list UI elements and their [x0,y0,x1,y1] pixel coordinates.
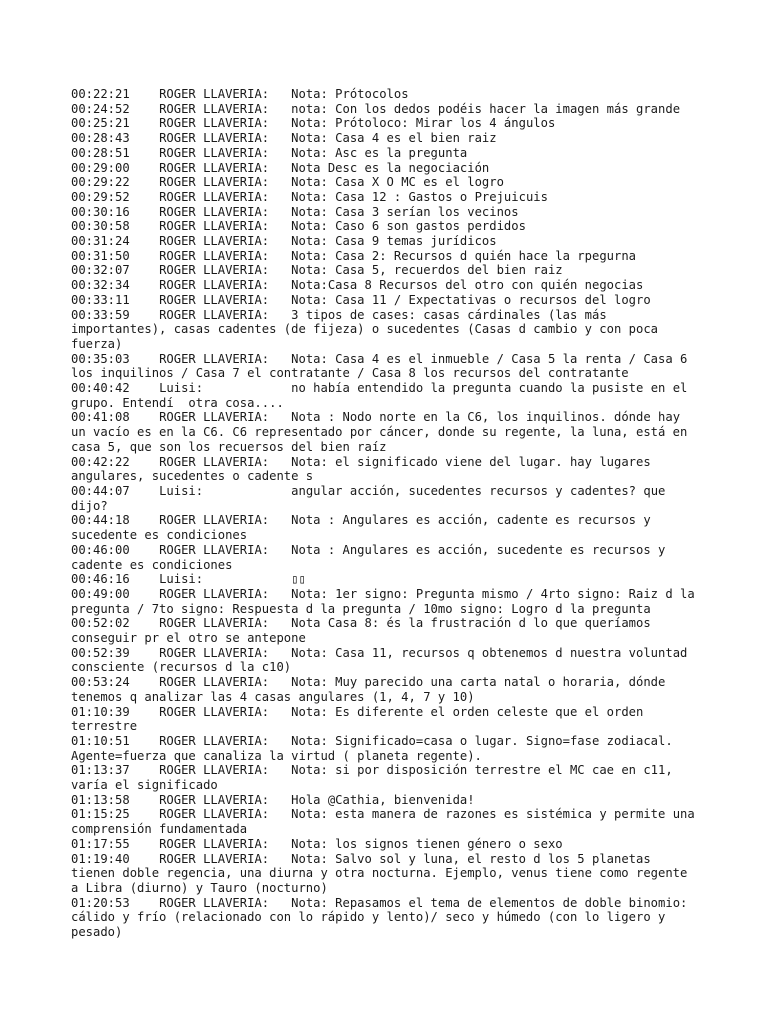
entry-timestamp: 00:31:24 [71,234,130,249]
entry-timestamp: 00:31:50 [71,248,130,263]
entry-speaker: ROGER LLAVERIA: [159,131,270,146]
transcript-entry [71,587,701,616]
transcript-entry [71,219,701,234]
transcript-entry [71,352,701,381]
entry-speaker: ROGER LLAVERIA: [159,307,270,322]
transcript-entry [71,572,701,587]
entry-timestamp: 00:42:22 [71,454,130,469]
entry-message: Nota: Asc es la pregunta [291,145,468,160]
transcript-entry [71,675,701,704]
entry-speaker: ROGER LLAVERIA: [159,895,270,910]
transcript-entry [71,616,701,645]
entry-timestamp: 00:29:52 [71,189,130,204]
entry-timestamp: 01:10:51 [71,733,130,748]
entry-message: Nota: los signos tienen género o sexo [291,836,563,851]
transcript-entry [71,381,701,410]
entry-message: Nota: Casa 3 serían los vecinos [291,204,519,219]
entry-timestamp: 00:32:34 [71,278,130,293]
entry-speaker: ROGER LLAVERIA: [159,263,270,278]
entry-speaker: ROGER LLAVERIA: [159,278,270,293]
entry-speaker: Luisi: [159,483,204,498]
transcript-entry [71,807,701,836]
entry-message: Nota: si por disposición terrestre el MC cae en c11, varía el significado [71,763,681,793]
entry-message: Nota : Nodo norte en la C6, los inquilinos. dónde hay un vacío es en la C6. C6 representado por cáncer, donde su regente, la luna, está en casa 5, que son los recuersos del bien raíz [71,410,695,454]
transcript-entry [71,146,701,161]
transcript-entry [71,837,701,852]
entry-speaker: ROGER LLAVERIA: [159,851,270,866]
entry-speaker: ROGER LLAVERIA: [159,292,270,307]
entry-speaker: Luisi: [159,572,204,587]
transcript-entry [71,646,701,675]
entry-speaker: ROGER LLAVERIA: [159,351,270,366]
entry-timestamp: 00:52:39 [71,645,130,660]
entry-timestamp: 00:35:03 [71,351,130,366]
entry-speaker: ROGER LLAVERIA: [159,234,270,249]
transcript-entry [71,102,701,117]
entry-message: Nota: Salvo sol y luna, el resto d los 5 planetas tienen doble regencia, una diurna y otra nocturna. Ejemplo, venus tiene como regente a Libra (diurno) y Tauro (nocturno) [71,851,695,895]
entry-speaker: ROGER LLAVERIA: [159,763,270,778]
entry-message: Nota:Casa 8 Recursos del otro con quién negocias [291,278,644,293]
entry-timestamp: 00:53:24 [71,675,130,690]
entry-message: Nota: Casa 2: Recursos d quién hace la rpegurna [291,248,637,263]
entry-speaker: ROGER LLAVERIA: [159,410,270,425]
entry-message: Nota: Significado=casa o lugar. Signo=fase zodiacal. Agente=fuerza que canaliza la virtud ( planeta regente). [71,733,681,763]
entry-speaker: ROGER LLAVERIA: [159,836,270,851]
entry-speaker: ROGER LLAVERIA: [159,248,270,263]
transcript-entry [71,131,701,146]
entry-message: Nota: 1er signo: Pregunta mismo / 4rto signo: Raiz d la pregunta / 7to signo: Respuesta d la pregunta / 10mo signo: Logro d la pregunta [71,586,703,616]
entry-timestamp: 00:28:51 [71,145,130,160]
entry-message: Nota: Caso 6 son gastos perdidos [291,219,526,234]
entry-timestamp: 00:44:18 [71,513,130,528]
transcript-entry [71,852,701,896]
entry-message: Nota: Casa X O MC es el logro [291,175,504,190]
entry-speaker: ROGER LLAVERIA: [159,101,270,116]
entry-timestamp: 01:13:37 [71,763,130,778]
entry-message: Nota : Angulares es acción, sucedente es recursos y cadente es condiciones [71,542,673,572]
entry-timestamp: 00:32:07 [71,263,130,278]
transcript-entry [71,278,701,293]
entry-message: Nota Casa 8: és la frustración d lo que queríamos conseguir pr el otro se antepone [71,616,659,646]
entry-message: 3 tipos de cases: casas cárdinales (las más importantes), casas cadentes (de fijeza) o sucedentes (Casas d cambio y con poca fuerza) [71,307,666,351]
entry-message: Nota: Casa 4 es el bien raiz [291,131,497,146]
transcript-entry [71,87,701,102]
transcript-entry [71,896,701,940]
entry-message: Nota: Casa 12 : Gastos o Prejuicuis [291,189,548,204]
transcript-entry [71,293,701,308]
entry-message: Nota: Muy parecido una carta natal o horaria, dónde tenemos q analizar las 4 casas angulares (1, 4, 7 y 10) [71,675,673,704]
entry-message: angular acción, sucedentes recursos y cadentes? que dijo? [71,483,673,513]
entry-speaker: ROGER LLAVERIA: [159,160,270,175]
entry-message: Nota: Casa 9 temas jurídicos [291,234,497,249]
entry-speaker: ROGER LLAVERIA: [159,175,270,190]
transcript-entry [71,793,701,808]
entry-speaker: ROGER LLAVERIA: [159,675,270,690]
entry-timestamp: 01:15:25 [71,807,130,822]
entry-speaker: ROGER LLAVERIA: [159,219,270,234]
entry-speaker: ROGER LLAVERIA: [159,616,270,631]
entry-timestamp: 00:24:52 [71,101,130,116]
transcript-entry [71,705,701,734]
entry-speaker: ROGER LLAVERIA: [159,116,270,131]
transcript-entry [71,190,701,205]
entry-speaker: ROGER LLAVERIA: [159,87,270,101]
entry-message: Nota: Repasamos el tema de elementos de doble binomio: cálido y frío (relacionado con lo rápido y lento)/ seco y húmedo (con lo ligero y pesado) [71,895,695,940]
entry-speaker: ROGER LLAVERIA: [159,454,270,469]
entry-message: no había entendido la pregunta cuando la pusiste en el grupo. Entendí otra cosa.... [71,381,695,410]
transcript-entry [71,543,701,572]
entry-speaker: ROGER LLAVERIA: [159,145,270,160]
entry-message: Nota: Es diferente el orden celeste que el orden terrestre [71,704,651,734]
transcript-entry [71,205,701,220]
transcript-entry [71,410,701,454]
entry-message: Hola @Cathia, bienvenida! [291,792,475,807]
transcript-entry [71,116,701,131]
entry-speaker: ROGER LLAVERIA: [159,586,270,601]
chat-transcript [71,87,701,940]
entry-timestamp: 00:46:16 [71,572,130,587]
entry-message: ▯▯ [291,572,306,587]
entry-message: Nota: Casa 4 es el inmueble / Casa 5 la renta / Casa 6 los inquilinos / Casa 7 el contratante / Casa 8 los recursos del contratante [71,351,695,381]
entry-timestamp: 01:20:53 [71,895,130,910]
entry-timestamp: 00:29:22 [71,175,130,190]
entry-timestamp: 01:19:40 [71,851,130,866]
transcript-entry [71,763,701,792]
entry-speaker: ROGER LLAVERIA: [159,204,270,219]
transcript-entry [71,455,701,484]
transcript-entry [71,161,701,176]
entry-timestamp: 00:33:11 [71,292,130,307]
entry-timestamp: 00:25:21 [71,116,130,131]
entry-speaker: ROGER LLAVERIA: [159,189,270,204]
entry-message: nota: Con los dedos podéis hacer la imagen más grande [291,101,681,116]
transcript-entry [71,308,701,352]
entry-speaker: ROGER LLAVERIA: [159,792,270,807]
entry-timestamp: 00:30:58 [71,219,130,234]
entry-message: Nota : Angulares es acción, cadente es recursos y sucedente es condiciones [71,513,659,543]
entry-message: Nota: esta manera de razones es sistémica y permite una comprensión fundamentada [71,807,703,837]
entry-timestamp: 00:44:07 [71,483,130,498]
transcript-entry [71,513,701,542]
entry-speaker: ROGER LLAVERIA: [159,542,270,557]
entry-timestamp: 01:10:39 [71,704,130,719]
entry-timestamp: 00:28:43 [71,131,130,146]
entry-message: Nota: el significado viene del lugar. hay lugares angulares, sucedentes o cadente s [71,454,659,484]
transcript-entry [71,734,701,763]
entry-speaker: ROGER LLAVERIA: [159,704,270,719]
entry-speaker: ROGER LLAVERIA: [159,807,270,822]
entry-message: Nota: Prótoloco: Mirar los 4 ángulos [291,116,556,131]
entry-timestamp: 00:33:59 [71,307,130,322]
transcript-entry [71,175,701,190]
entry-message: Nota Desc es la negociación [291,160,490,175]
entry-speaker: ROGER LLAVERIA: [159,513,270,528]
transcript-entry [71,484,701,513]
entry-message: Nota: Casa 11, recursos q obtenemos d nuestra voluntad consciente (recursos d la c10) [71,645,695,675]
entry-timestamp: 00:29:00 [71,160,130,175]
entry-speaker: Luisi: [159,381,204,396]
entry-timestamp: 00:41:08 [71,410,130,425]
entry-timestamp: 01:17:55 [71,836,130,851]
entry-timestamp: 00:46:00 [71,542,130,557]
entry-timestamp: 01:13:58 [71,792,130,807]
transcript-entry [71,234,701,249]
entry-timestamp: 00:40:42 [71,381,130,396]
entry-speaker: ROGER LLAVERIA: [159,645,270,660]
entry-timestamp: 00:30:16 [71,204,130,219]
entry-timestamp: 00:22:21 [71,87,130,101]
entry-message: Nota: Casa 5, recuerdos del bien raiz [291,263,563,278]
transcript-entry [71,249,701,264]
entry-message: Nota: Prótocolos [291,87,409,101]
entry-timestamp: 00:49:00 [71,586,130,601]
entry-speaker: ROGER LLAVERIA: [159,733,270,748]
transcript-entry [71,263,701,278]
entry-message: Nota: Casa 11 / Expectativas o recursos del logro [291,292,651,307]
entry-timestamp: 00:52:02 [71,616,130,631]
